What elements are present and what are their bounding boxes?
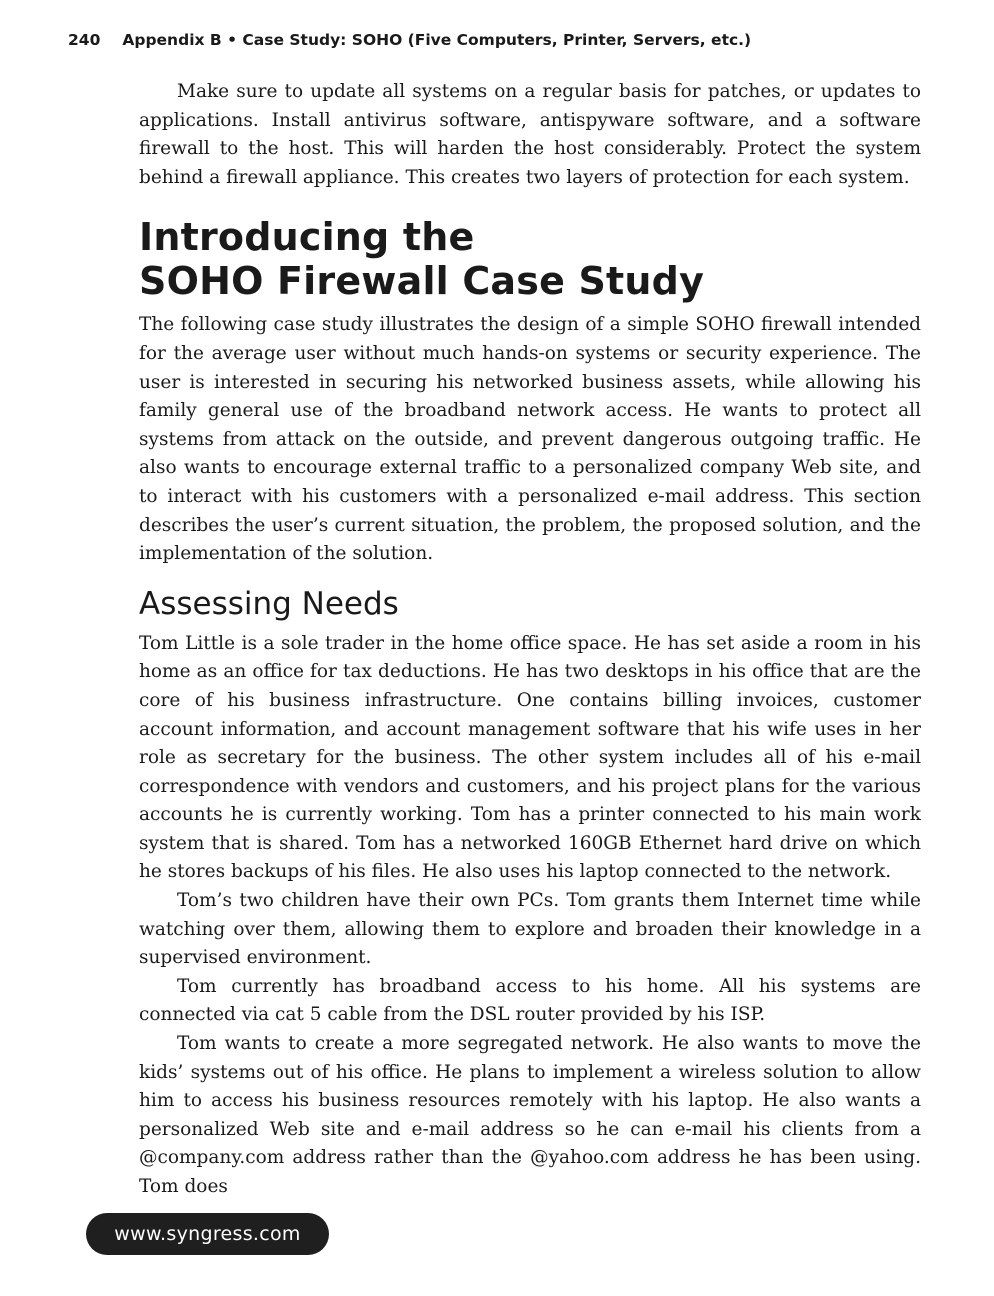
intro-paragraph: Make sure to update all systems on a regular basis for patches, or updates to applications. Install antivirus software, antispyware software, and a software firewall to the host. This will harden the host considerably. Protect the system behind a firewall appliance. This creates two layers of protection for each system.: [139, 81, 921, 188]
page-number: 240: [68, 31, 101, 49]
subsection-heading: Assessing Needs: [139, 585, 399, 622]
running-header: [68, 31, 751, 49]
body-paragraph: Tom’s two children have their own PCs. Tom grants them Internet time while watching over them, allowing them to explore and broaden their knowledge in a supervised environment.: [139, 890, 921, 969]
section-heading: [139, 215, 921, 303]
body-paragraph: Tom wants to create a more segregated network. He also wants to move the kids’ systems out of his office. He plans to implement a wireless solution to allow him to access his business resources remotely with his laptop. He also wants a personalized Web site and e-mail address so he can e-mail his clients from a @company.com address rather than the @yahoo.com address he has been using. Tom does: [139, 1033, 921, 1197]
website-footer-badge: www.syngress.com: [86, 1213, 329, 1255]
running-title: Appendix B • Case Study: SOHO (Five Computers, Printer, Servers, etc.): [122, 31, 752, 49]
body-paragraph: Tom currently has broadband access to his home. All his systems are connected via cat 5 cable from the DSL router provided by his ISP.: [139, 975, 921, 1026]
section-heading-line-2: SOHO Firewall Case Study: [139, 259, 705, 304]
section-heading-line-1: Introducing the: [139, 215, 475, 260]
body-paragraph: Tom Little is a sole trader in the home office space. He has set aside a room in his home as an office for tax deductions. He has two desktops in his office that are the core of his business infrastructure. One contains billing invoices, customer account information, and account management software that his wife uses in her role as secretary for the business. The other system includes all of his e-mail correspondence with vendors and customers, and his project plans for the various accounts he is currently working. Tom has a printer connected to his main work system that is shared. Tom has a networked 160GB Ethernet hard drive on which he stores backups of his files. He also uses his laptop connected to the network.: [139, 632, 921, 883]
section-paragraph: The following case study illustrates the design of a simple SOHO firewall intended for the average user without much hands-on systems or security experience. The user is interested in securing his networked business assets, while allowing his family general use of the broadband network access. He wants to protect all systems from attack on the outside, and prevent dangerous outgoing traffic. He also wants to encourage external traffic to a personalized company Web site, and to interact with his customers with a personalized e-mail address. This section describes the user’s current situation, the problem, the proposed solution, and the implementation of the solution.: [139, 314, 921, 565]
page-content: [139, 78, 921, 1202]
